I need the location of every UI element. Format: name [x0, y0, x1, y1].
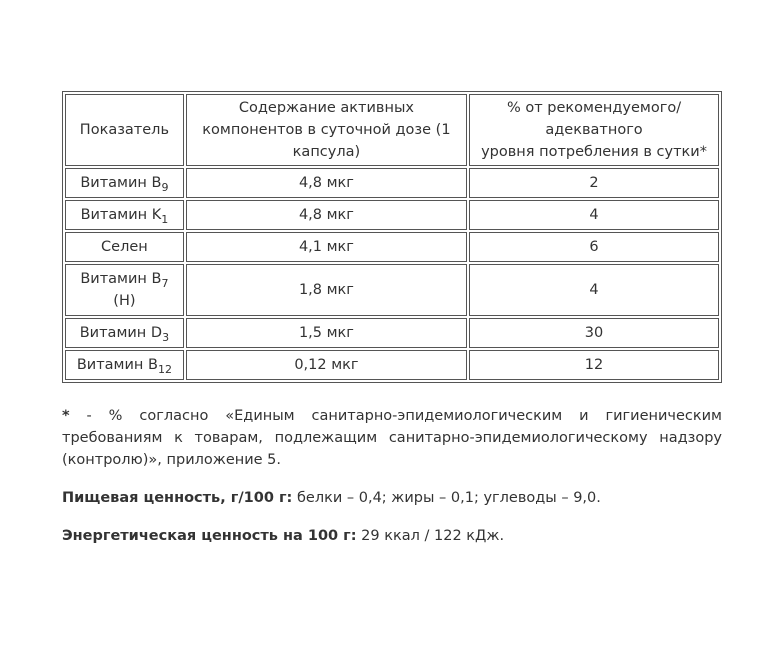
vitamin-subscript: 1: [161, 213, 169, 226]
vitamin-subscript: 12: [157, 363, 172, 376]
nutrition-value: [62, 487, 722, 509]
row-percent: 12: [469, 350, 719, 380]
vitamin-subscript: 9: [161, 181, 169, 194]
table-row: [65, 318, 719, 348]
row-name: [65, 318, 184, 348]
row-percent: 4: [469, 200, 719, 230]
table-header-row: [65, 94, 719, 166]
header-percent-line1: % от рекомендуемого/: [506, 100, 682, 116]
vitamin-name: Витамин D: [79, 325, 163, 341]
header-indicator: Показатель: [65, 94, 184, 166]
row-content: 0,12 мкг: [186, 350, 467, 380]
vitamin-table: [62, 91, 722, 383]
vitamin-name: Витамин B: [76, 357, 158, 373]
content: [62, 91, 722, 547]
row-content: 4,8 мкг: [186, 168, 467, 198]
footnote-marker: *: [62, 408, 70, 424]
nutrition-text: белки – 0,4; жиры – 0,1; углеводы – 9,0.: [292, 490, 601, 506]
vitamin-alias: (H): [113, 293, 136, 309]
row-content: 1,8 мкг: [186, 264, 467, 316]
vitamin-name: Селен: [101, 239, 148, 255]
header-percent-line3: уровня потребления в сутки*: [481, 144, 707, 160]
energy-label: Энергетическая ценность на 100 г:: [62, 528, 357, 544]
energy-text: 29 ккал / 122 кДж.: [356, 528, 505, 544]
row-percent: 30: [469, 318, 719, 348]
row-content: 1,5 мкг: [186, 318, 467, 348]
vitamin-subscript: 7: [161, 277, 169, 290]
row-content: 4,1 мкг: [186, 232, 467, 262]
header-percent-line2: адекватного: [545, 122, 643, 138]
energy-value: [62, 525, 722, 547]
row-name: [65, 200, 184, 230]
vitamin-subscript: 3: [162, 331, 170, 344]
nutrition-label: Пищевая ценность, г/100 г:: [62, 490, 293, 506]
row-percent: 2: [469, 168, 719, 198]
table-row: [65, 350, 719, 380]
row-name: [65, 264, 184, 316]
vitamin-name: Витамин B: [80, 271, 162, 287]
footnote: [62, 405, 722, 471]
footnote-text: - % согласно «Единым санитарно-эпидемиологическим и гигиеническим требованиям к товарам, подлежащим санитарно-эпидемиологическому надзору (контролю)», приложение 5.: [62, 408, 722, 468]
row-name: [65, 232, 184, 262]
table-row: [65, 264, 719, 316]
vitamin-name: Витамин K: [80, 207, 162, 223]
table-row: [65, 232, 719, 262]
table-row: [65, 200, 719, 230]
table-row: [65, 168, 719, 198]
header-percent: [469, 94, 719, 166]
header-content: Содержание активных компонентов в суточной дозе (1 капсула): [186, 94, 467, 166]
row-percent: 6: [469, 232, 719, 262]
row-name: [65, 168, 184, 198]
vitamin-name: Витамин B: [80, 175, 162, 191]
row-name: [65, 350, 184, 380]
row-percent: 4: [469, 264, 719, 316]
row-content: 4,8 мкг: [186, 200, 467, 230]
